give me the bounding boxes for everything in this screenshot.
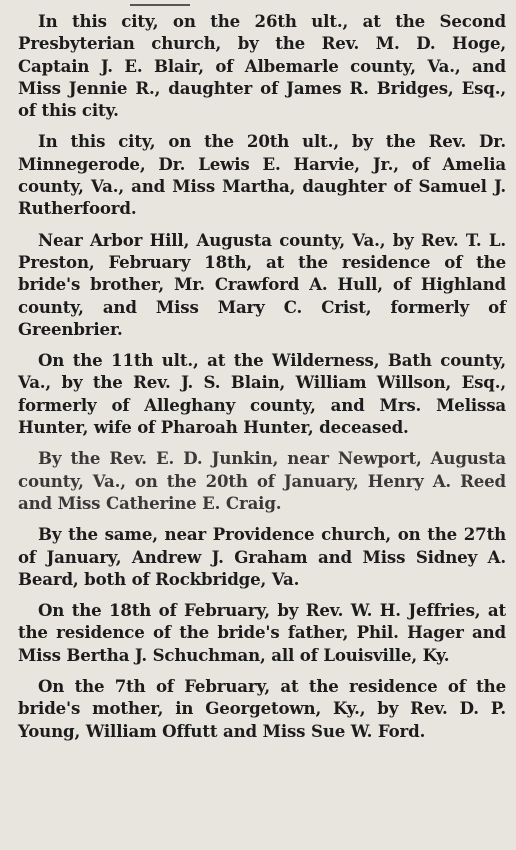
marriage-notices-column — [18, 10, 506, 751]
notice-hager-schuchman: On the 18th of February, by Rev. W. H. Jeffries, at the residence of the bride's father, Phil. Hager and Miss Bertha J. Schuchman, all of Louisville, Ky. — [18, 600, 506, 665]
notice-graham-beard: By the same, near Providence church, on the 27th of January, Andrew J. Graham and Miss Sidney A. Beard, both of Rockbridge, Va. — [18, 524, 506, 589]
notice-willson-hunter: On the 11th ult., at the Wilderness, Bath county, Va., by the Rev. J. S. Blain, William Willson, Esq., formerly of Alleghany county, and Mrs. Melissa Hunter, wife of Pharoah Hunter, deceased. — [18, 350, 506, 438]
notice-offutt-ford: On the 7th of February, at the residence of the bride's mother, in Georgetown, Ky., by Rev. D. P. Young, William Offutt and Miss Sue W. Ford. — [18, 676, 506, 741]
notice-blair-bridges: In this city, on the 26th ult., at the Second Presbyterian church, by the Rev. M. D. Hoge, Captain J. E. Blair, of Albemarle county, Va., and Miss Jennie R., daughter of James R. Bridges, Esq., of this city. — [18, 11, 506, 121]
notice-harvie-rutherfoord: In this city, on the 20th ult., by the Rev. Dr. Minnegerode, Dr. Lewis E. Harvie, Jr., of Amelia county, Va., and Miss Martha, daughter of Samuel J. Rutherfoord. — [18, 131, 506, 219]
notice-reed-craig: By the Rev. E. D. Junkin, near Newport, Augusta county, Va., on the 20th of January, Henry A. Reed and Miss Catherine E. Craig. — [18, 448, 506, 513]
notice-hull-crist: Near Arbor Hill, Augusta county, Va., by Rev. T. L. Preston, February 18th, at the residence of the bride's brother, Mr. Crawford A. Hull, of Highland county, and Miss Mary C. Crist, formerly of Greenbrier. — [18, 229, 506, 339]
top-rule-divider — [130, 0, 190, 6]
